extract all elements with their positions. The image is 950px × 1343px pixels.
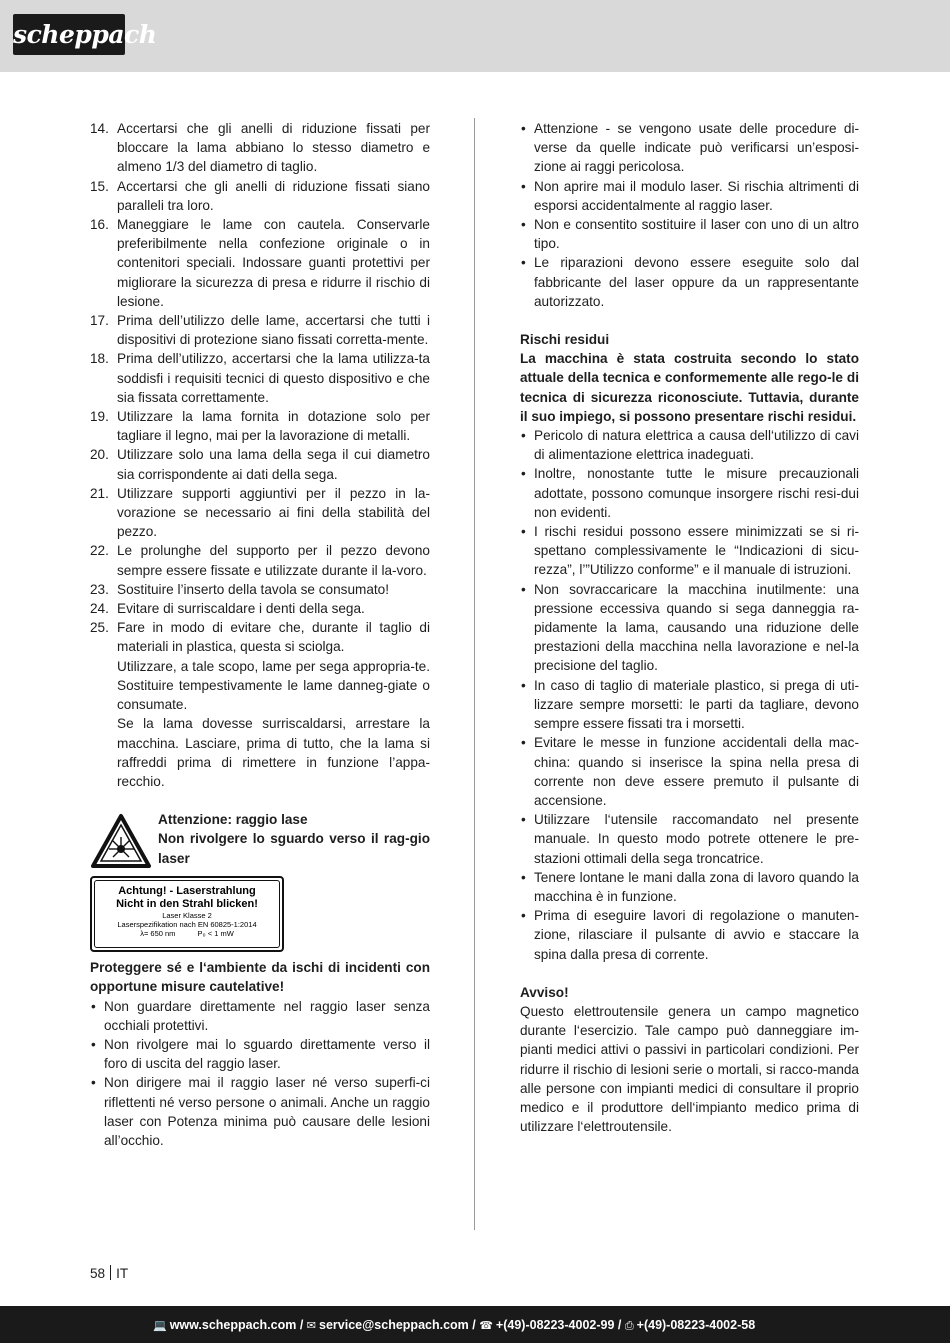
- footer-bar: [0, 1306, 950, 1343]
- item-number: 16.: [90, 217, 109, 233]
- protect-bullet-list: [90, 997, 430, 1151]
- item-number: 15.: [90, 178, 109, 194]
- laser-warning-subtitle: Non rivolgere lo sguardo verso il rag-gio laser: [158, 831, 430, 866]
- item-text: Maneggiare le lame con cautela. Conservarle preferibilmente nella confezione originale o in contenitori speciali. Indossare guanti protettivi per migliorare la sicurezza di presa e ridurre il rischio di lesione.: [117, 217, 430, 309]
- item-text: Evitare di surriscaldare i denti della sega.: [117, 601, 365, 617]
- page-number: [90, 1264, 128, 1283]
- bullet-item: • In caso di taglio di materiale plastico, si prega di uti-lizzare sempre morsetti: le parti da tagliare, devono sempre essere fissati tra i morsetti.: [520, 676, 859, 734]
- numbered-item: [90, 580, 430, 599]
- bullet-item: • Evitare le messe in funzione accidentali della mac-china: quando si inserisce la spina nella presa di corrente non deve essere premuto il pulsante di accensione.: [520, 733, 859, 810]
- laser-warning-icon: [90, 813, 152, 869]
- header-bar: [0, 0, 950, 72]
- item-number: 24.: [90, 601, 109, 617]
- numbered-item: [90, 445, 430, 483]
- envelope-icon: ✉: [306, 1320, 317, 1332]
- laser-class-label: [90, 876, 284, 952]
- laptop-icon: 💻: [153, 1320, 167, 1332]
- laser-label-spec: Laserspezifikation nach EN 60825-1:2014: [117, 920, 257, 930]
- page-number-value: 58: [90, 1266, 106, 1281]
- laser-safety-bullet-list: [520, 119, 859, 311]
- item-number: 14.: [90, 121, 109, 136]
- page-language: IT: [116, 1266, 129, 1281]
- item-text: Prima dell’utilizzo delle lame, accertarsi che tutti i dispositivi di protezione siano fissati corretta-mente.: [117, 313, 430, 348]
- numbered-item: [90, 599, 430, 618]
- footer-phone: +(49)-08223-4002-99 /: [495, 1318, 622, 1332]
- bullet-item: • Pericolo di natura elettrica a causa dell‘utilizzo di cavi di alimentazione elettrica inadeguati.: [520, 426, 859, 464]
- bullet-item: • Le riparazioni devono essere eseguite solo dal fabbricante del laser oppure da un rappresentante autorizzato.: [520, 253, 859, 311]
- bullet-item: • Non e consentito sostituire il laser con uno di un altro tipo.: [520, 215, 859, 253]
- numbered-item: [90, 177, 430, 215]
- bullet-item: • I rischi residui possono essere minimizzati se si ri-spettano complessivamente le “Indicazioni di sicu-rezza”, l’”Utilizzo conforme” e il manuale di istruzioni.: [520, 522, 859, 580]
- numbered-item: [90, 407, 430, 445]
- numbered-item: [90, 618, 430, 791]
- item-text: Fare in modo di evitare che, durante il taglio di materiali in plastica, questa si sciolga.: [117, 620, 430, 655]
- laser-label-wavelength: λ= 650 nm: [140, 929, 176, 939]
- laser-warning-block: [90, 810, 430, 950]
- phone-icon: ☎: [479, 1320, 493, 1332]
- bullet-item: • Non dirigere mai il raggio laser né verso superfi-ci riflettenti né verso persone o animali. Anche un raggio laser con Potenza minima può causare delle lesioni all’occhio.: [90, 1073, 430, 1150]
- bullet-item: • Non sovraccaricare la macchina inutilmente: una pressione eccessiva quando si sega danneggia ra-pidamente la lama, causando una riduzione delle prestazioni della macchina nella lavorazione e nel-la precisione del taglio.: [520, 580, 859, 676]
- item-text: Utilizzare supporti aggiuntivi per il pezzo in la-vorazione se necessario ai fini della stabilità del pezzo.: [117, 485, 430, 540]
- residual-risks-intro: La macchina è stata costruita secondo lo stato attuale della tecnica e conformemente alle rego-le di tecnica di sicurezza riconosciute. Tuttavia, durante il suo impiego, si possono presentare rischi residui.: [520, 351, 859, 424]
- item-number: 25.: [90, 620, 109, 636]
- item-text: Utilizzare solo una lama della sega il cui diametro sia corrispondente ai dati della sega.: [117, 447, 430, 482]
- item-number: 18.: [90, 351, 109, 367]
- numbered-item: [90, 541, 430, 579]
- bullet-item: • Prima di eseguire lavori di regolazione o manuten-zione, rilasciare il pulsante di avvio e staccare la spina dalla presa di corrente.: [520, 906, 859, 964]
- numbered-item: [90, 311, 430, 349]
- left-column: [90, 119, 430, 1150]
- item-number: 19.: [90, 409, 109, 425]
- numbered-item: [90, 215, 430, 311]
- item-text: Accertarsi che gli anelli di riduzione fissati per bloccare la lama abbiano lo stesso diametro e almeno 1/3 del diametro di taglio.: [117, 121, 430, 175]
- bullet-item: • Attenzione - se vengono usate delle procedure di-verse da quelle indicate può verificarsi un’esposi-zione ai raggi pericolosa.: [520, 119, 859, 177]
- footer-fax: +(49)-08223-4002-58: [636, 1318, 756, 1332]
- numbered-item: [90, 484, 430, 542]
- item-text: Se la lama dovesse surriscaldarsi, arrestare la macchina. Lasciare, prima di tutto, che la lama si raffreddi prima di rimettere in funzione l’appa-recchio.: [117, 716, 430, 789]
- laser-label-title: Achtung! - Laserstrahlung: [118, 885, 256, 898]
- right-column: [520, 119, 859, 1136]
- item-number: 22.: [90, 543, 109, 559]
- item-number: 20.: [90, 447, 109, 463]
- numbered-item: [90, 349, 430, 407]
- protect-heading: Proteggere sé e l‘ambiente da ischi di incidenti con opportune misure cautelative!: [90, 960, 430, 995]
- item-text: Accertarsi che gli anelli di riduzione fissati siano paralleli tra loro.: [117, 178, 430, 213]
- brand-logo: scheppach: [13, 14, 125, 55]
- numbered-item: [90, 119, 430, 177]
- footer-website-link[interactable]: www.scheppach.com /: [169, 1318, 304, 1332]
- item-number: 17.: [90, 313, 109, 329]
- numbered-instructions: [90, 119, 430, 791]
- item-text: Utilizzare la lama fornita in dotazione solo per tagliare il legno, mai per la lavorazione di metalli.: [117, 409, 430, 444]
- notice-heading: Avviso!: [520, 984, 569, 1000]
- item-text: Prima dell’utilizzo, accertarsi che la lama utilizza-ta soddisfi i requisiti tecnici di questo dispositivo e che sia fissata correttamente.: [117, 351, 430, 405]
- laser-warning-title: Attenzione: raggio lase: [158, 812, 308, 828]
- laser-warning-text: [158, 810, 430, 868]
- residual-risks-heading: Rischi residui: [520, 332, 610, 348]
- laser-label-power: P₀ < 1 mW: [197, 929, 234, 939]
- item-text: Sostituire l’inserto della tavola se consumato!: [117, 581, 390, 597]
- laser-label-class: Laser Klasse 2: [162, 911, 212, 921]
- footer-email-link[interactable]: service@scheppach.com /: [319, 1318, 476, 1332]
- bullet-item: • Non rivolgere mai lo sguardo direttamente verso il foro di uscita del raggio laser.: [90, 1035, 430, 1073]
- bullet-item: • Inoltre, nonostante tutte le misure precauzionali adottate, possono comunque insorgere rischi resi-dui non evidenti.: [520, 464, 859, 522]
- bullet-item: • Utilizzare l‘utensile raccomandato nel presente manuale. In questo modo potrete ottenere le pre-stazioni ottimali della sega troncatrice.: [520, 810, 859, 868]
- item-text: Utilizzare, a tale scopo, lame per sega appropria-te. Sostituire tempestivamente le lame danneg-giate o consumate.: [117, 658, 430, 713]
- item-number: 21.: [90, 485, 109, 501]
- column-divider: [474, 118, 475, 1230]
- bullet-item: • Non aprire mai il modulo laser. Si rischia altrimenti di esporsi accidentalmente al raggio laser.: [520, 177, 859, 215]
- bullet-item: • Tenere lontane le mani dalla zona di lavoro quando la macchina è in funzione.: [520, 868, 859, 906]
- residual-risks-bullet-list: [520, 426, 859, 964]
- item-text: Le prolunghe del supporto per il pezzo devono sempre essere fissate e utilizzate durante il la-voro.: [117, 543, 430, 578]
- notice-text: Questo elettroutensile genera un campo magnetico durante l‘esercizio. Tale campo può danneggiare im-pianti medici attivi o passivi in particolari condizioni. Per ridurre il rischio di lesioni serie o mortali, si racco-manda alle persone con impianti medici di consultare il proprio medico e il produttore dell‘impianto medico prima di utilizzare l‘elettroutensile.: [520, 1003, 859, 1135]
- item-number: 23.: [90, 581, 109, 597]
- fax-icon: ⎙: [624, 1320, 634, 1332]
- bullet-item: • Non guardare direttamente nel raggio laser senza occhiali protettivi.: [90, 997, 430, 1035]
- laser-label-subtitle: Nicht in den Strahl blicken!: [116, 898, 258, 911]
